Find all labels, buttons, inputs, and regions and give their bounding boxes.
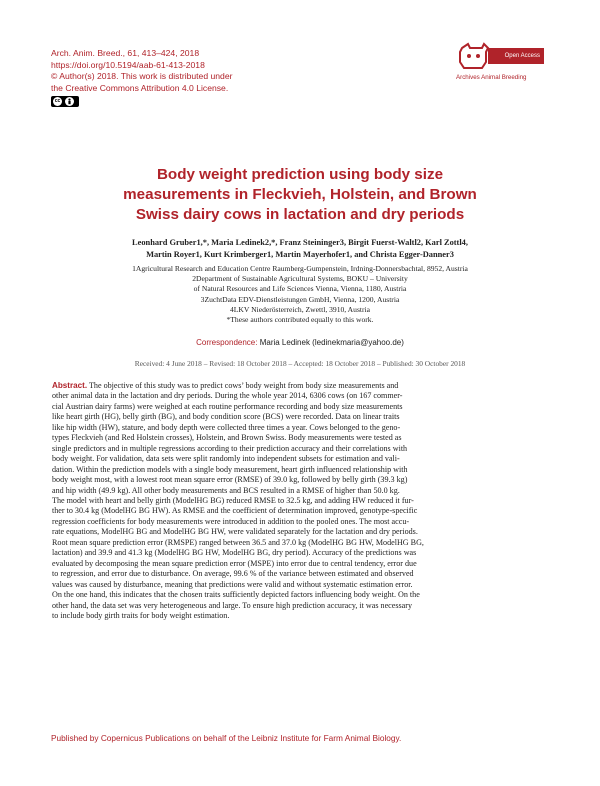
abstract-line: types Fleckvieh (and Red Holstein crosses), Holstein, and Brown Swiss. Body measurements were tested as <box>52 433 402 443</box>
author-line: Leonhard Gruber1,*, Maria Ledinek2,*, Franz Steininger3, Birgit Fuerst-Waltl2, Karl Zottl4, <box>132 238 468 247</box>
license-line[interactable]: the Creative Commons Attribution 4.0 License. <box>51 82 229 93</box>
abstract-label: Abstract. <box>52 381 88 390</box>
journal-citation: Arch. Anim. Breed., 61, 413–424, 2018 <box>51 48 200 58</box>
journal-name: Archives Animal Breeding <box>456 74 527 81</box>
correspondence-text[interactable]: Maria Ledinek (ledinekmaria@yahoo.de) <box>259 338 404 347</box>
correspondence-label: Correspondence: <box>196 338 258 347</box>
abstract-line: other hand, the data set was very heterogeneous and large. To ensure high prediction accuracy, it was necessary <box>52 600 412 610</box>
abstract-line: Root mean square prediction error (RMSPE) ranged between 36.5 and 37.0 kg (ModelHG BG HW, ModelHG BG, <box>52 537 424 547</box>
abstract <box>52 381 547 621</box>
abstract-line: and hip width (49.9 kg). All other body measurements and BCS resulted in a RMSE of higher than 50.0 kg. <box>52 485 400 495</box>
abstract-line: like heart girth (HG), belly girth (BG), and body condition score (BCS) were recorded. Data on linear traits <box>52 412 400 422</box>
abstract-line: like hip width (HW), stature, and body depth were collected three times a year. Cows belonged to the geno- <box>52 422 401 432</box>
author-line: Martin Royer1, Kurt Krimberger1, Martin Mayerhofer1, and Christa Egger-Danner3 <box>146 249 454 259</box>
abstract-line: rate equations, ModelHG BG and ModelHG BG HW, were validated separately for the lactation and dry periods. <box>52 527 418 537</box>
affiliation-line: 2Department of Sustainable Agricultural Systems, BOKU – University <box>192 274 408 284</box>
affiliation-line: 3ZuchtData EDV-Dienstleistungen GmbH, Vienna, 1200, Austria <box>200 294 400 304</box>
publisher-footer: Published by Copernicus Publications on behalf of the Leibniz Institute for Farm Animal Biology. <box>51 733 402 743</box>
abstract-line: The model with heart and belly girth (ModelHG BG) reduced RMSE to 32.5 kg, and adding HW reduced it fur- <box>52 495 414 505</box>
abstract-line: to regression, and error due to disturbance. On average, 99.6 % of the variance between estimated and observed <box>52 569 414 579</box>
abstract-line <box>52 381 547 391</box>
publication-dates: Received: 4 June 2018 – Revised: 18 October 2018 – Accepted: 18 October 2018 – Published: 30 October 2018 <box>134 359 466 368</box>
affiliation-line: of Natural Resources and Life Sciences Vienna, Vienna, 1180, Austria <box>193 284 407 294</box>
title-line: measurements in Fleckvieh, Holstein, and Brown <box>123 186 477 203</box>
header-citation-block <box>51 48 232 111</box>
abstract-line: ther to 30.4 kg (ModelHG BG HW). As RMSE and the coefficient of determination improved, genotype-specific <box>52 506 418 516</box>
author-list <box>60 237 540 260</box>
doi-link[interactable]: https://doi.org/10.5194/aab-61-413-2018 <box>51 59 205 70</box>
abstract-line: to include body girth traits for body weight estimation. <box>52 610 230 620</box>
abstract-line: body weight most, with a lowest root mean square error (RMSE) of 39.0 kg, followed by belly girth (39.3 kg) <box>52 475 408 485</box>
abstract-line: cial Austrian dairy farms) were weighed at each routine performance recording and body size measurements <box>52 401 403 411</box>
abstract-line: On the one hand, this indicates that the chosen traits sufficiently depicted factors influencing body weight. On the <box>52 590 420 600</box>
copyright-line: © Author(s) 2018. This work is distributed under <box>51 71 233 82</box>
title-line: Body weight prediction using body size <box>156 166 444 183</box>
abstract-line: values was caused by disturbance, meaning that predictions were valid and without systematic estimation error. <box>52 579 413 589</box>
abstract-text: The objective of this study was to predict cows’ body weight from body size measurements and <box>87 381 399 390</box>
correspondence <box>60 338 540 347</box>
journal-logo <box>448 38 558 108</box>
abstract-line: lactation) and 39.9 and 41.3 kg (ModelHG BG HW, ModelHG BG, dry period). Accuracy of the predictions was <box>52 548 417 558</box>
title-line: Swiss dairy cows in lactation and dry periods <box>135 206 465 223</box>
abstract-line: other animal data in the lactation and dry periods. During the whole year 2014, 6306 cows (on 167 commer- <box>52 391 403 401</box>
abstract-line: regression coefficients for body measurements were introduced in addition to the pooled ones. The most accu- <box>52 516 410 526</box>
open-access-label: Open Access <box>488 48 544 64</box>
by-person-icon <box>65 97 74 106</box>
abstract-line: body weight. For validation, data sets were split randomly into independent subsets for estimation and vali- <box>52 454 400 464</box>
abstract-line: single predictors and in multiple regressions according to their prediction accuracy and their correlations with <box>52 443 408 453</box>
affiliation-list <box>60 264 540 325</box>
cc-icon: cc <box>54 98 61 105</box>
cc-by-badge-icon[interactable] <box>51 96 79 107</box>
affiliation-line: 4LKV Niederösterreich, Zwettl, 3910, Austria <box>229 304 371 314</box>
abstract-line: dation. Within the prediction models with a single body measurement, heart girth influenced relationship with <box>52 464 408 474</box>
affiliation-line: *These authors contributed equally to this work. <box>226 315 374 325</box>
paper-title <box>60 165 540 225</box>
affiliation-line: 1Agricultural Research and Education Centre Raumberg-Gumpenstein, Irdning-Donnersbachtal, 8952, Austria <box>132 264 468 273</box>
abstract-line: evaluated by decomposing the mean square prediction error (MSPE) into error due to central tendency, error due <box>52 558 417 568</box>
cow-logo-icon <box>456 42 490 72</box>
